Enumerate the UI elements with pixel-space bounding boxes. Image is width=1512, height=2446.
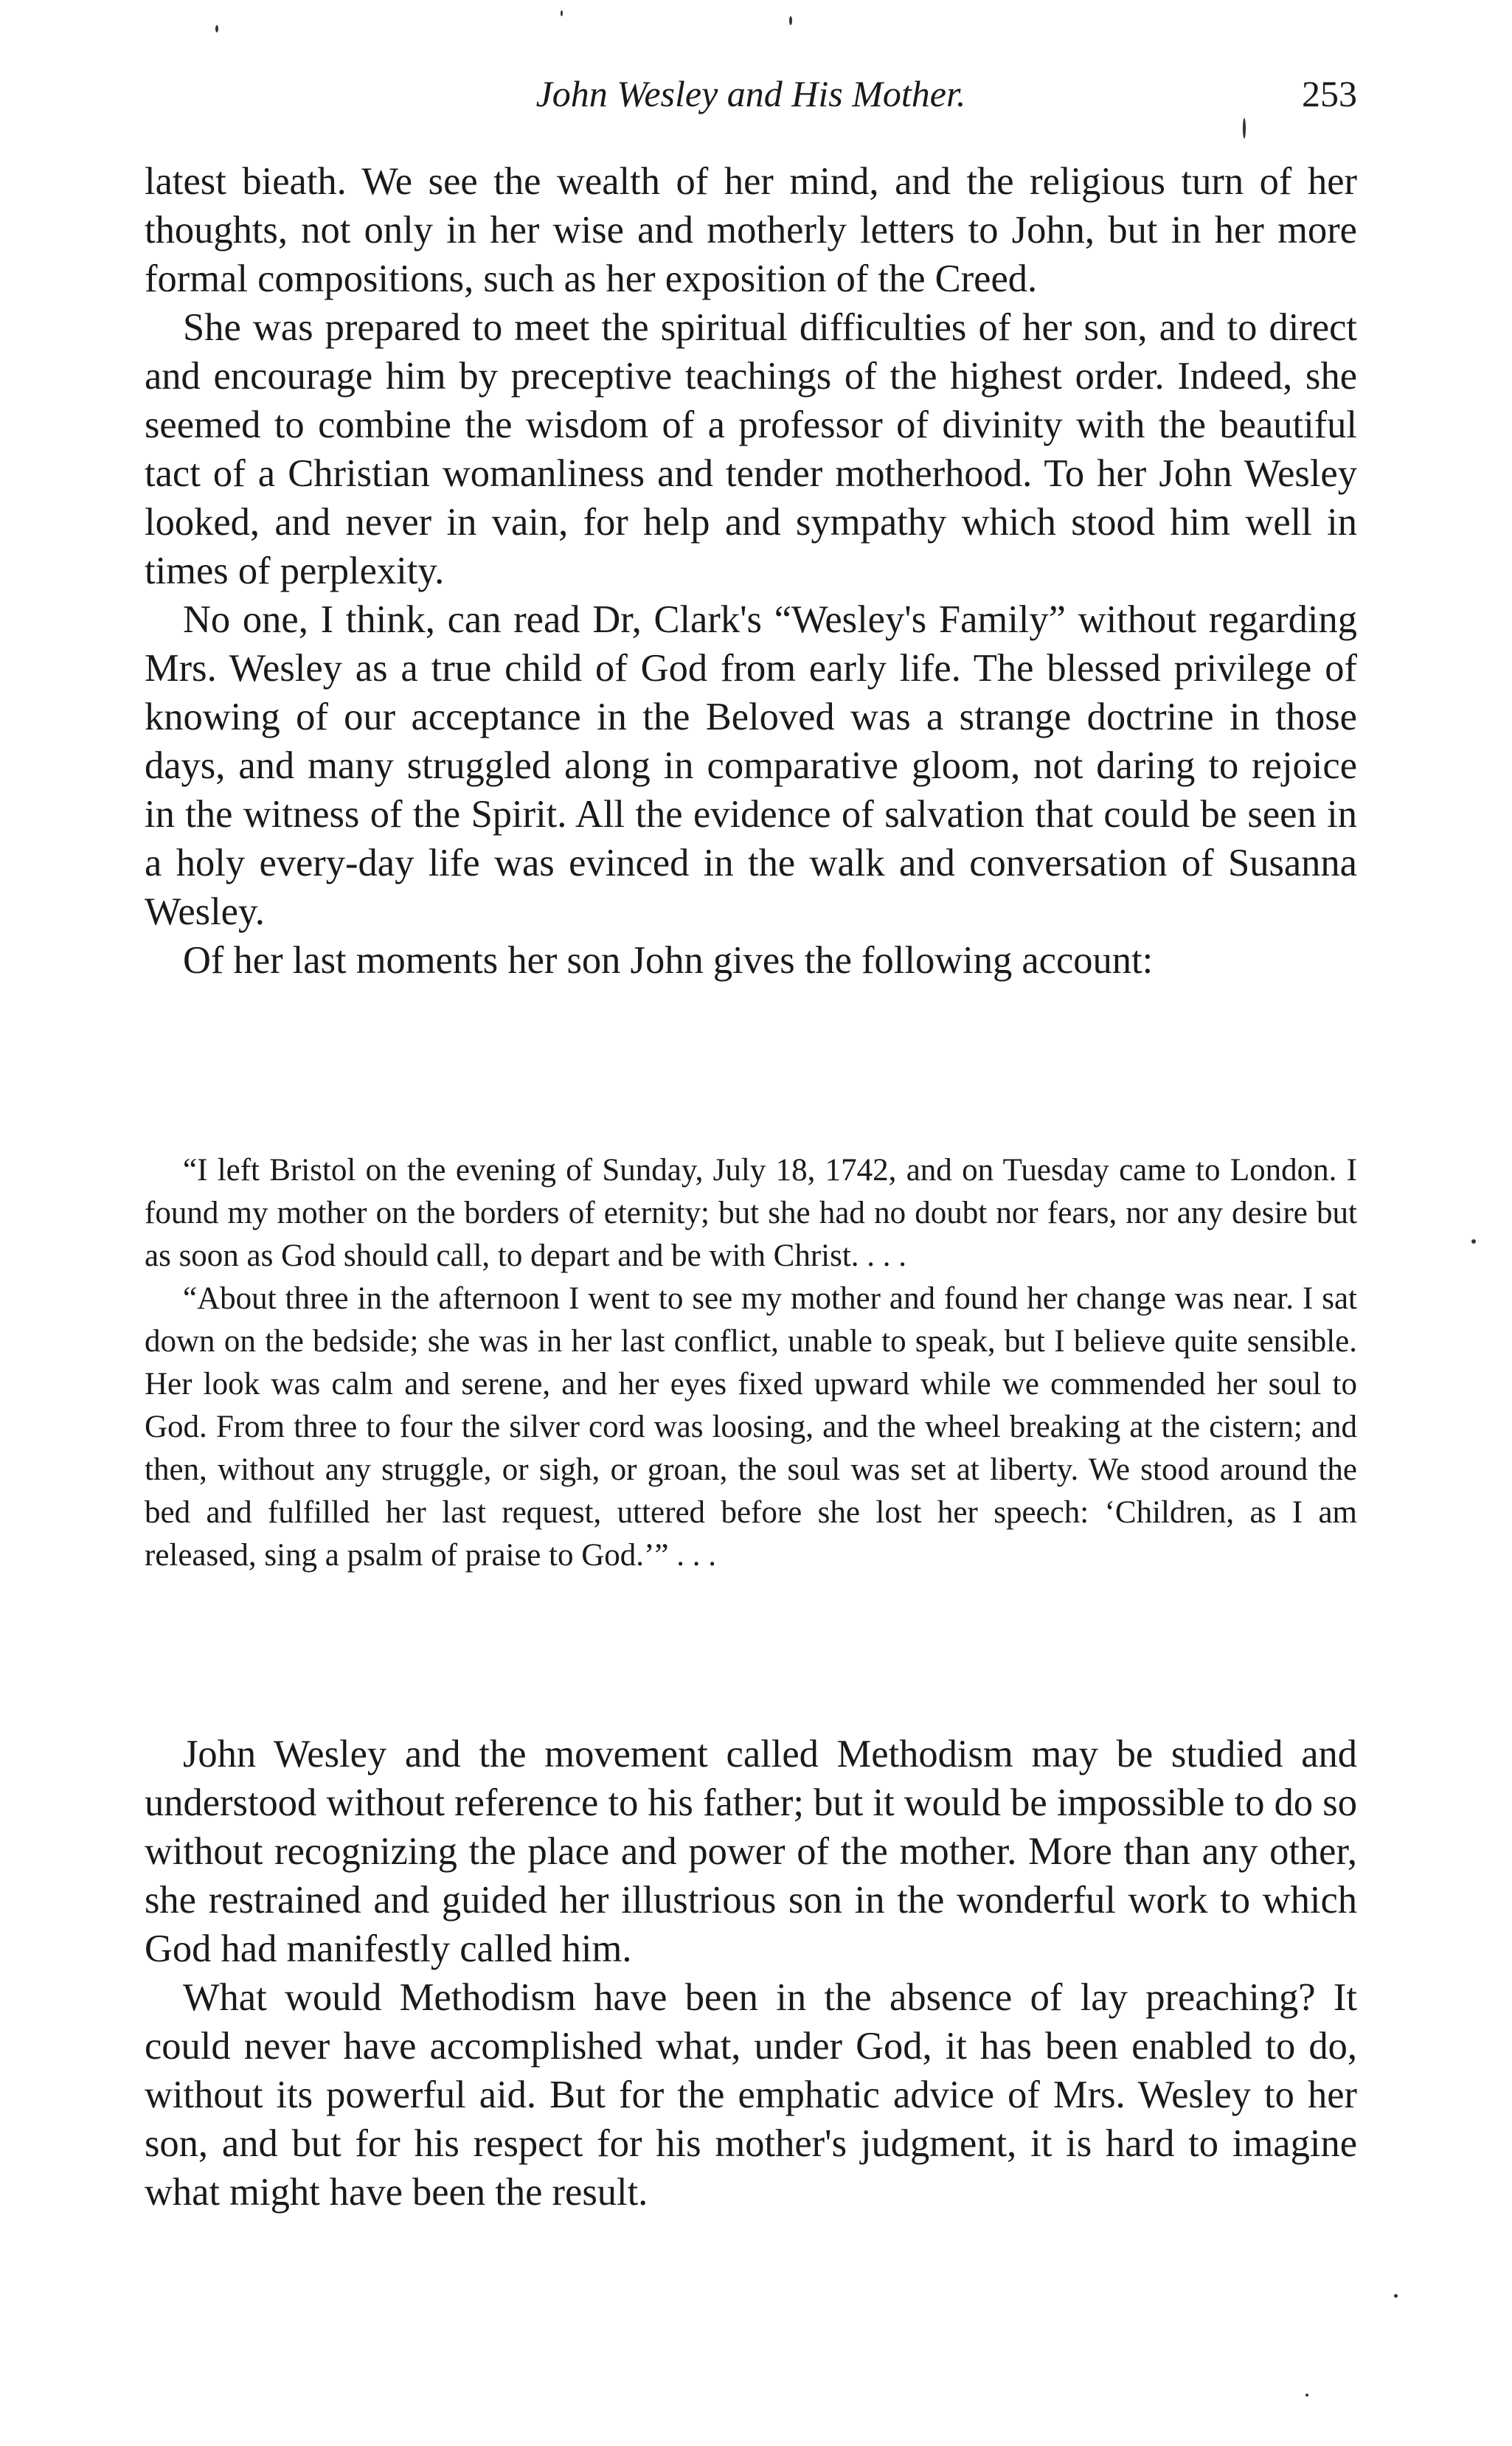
quote-paragraph: “About three in the afternoon I went to see my mother and found her change was near. I sat down on the bedside; she was in her last conflict, unable to speak, but I believe quite sensible. Her look was calm and serene, and her eyes fixed upward while we commended her soul to God. From three to four the silver cord was loosing, and the wheel breaking at the cistern; and then, without any struggle, or sigh, or groan, the soul was set at liberty. We stood around the bed and fulfilled her last request, uttered before she lost her speech: ‘Children, as I am released, sing a psalm of praise to God.’” . . . [145,1281,1357,1573]
quote-paragraph: “I left Bristol on the evening of Sunday, July 18, 1742, and on Tuesday came to London. I found my mother on the borders of eternity; but she had no doubt nor fears, nor any desire but as soon as God should call, to depart and be with Christ. . . . [145,1153,1357,1273]
main-text [145,157,1357,985]
running-title: John Wesley and His Mother. [535,73,966,114]
paragraph-lay-preaching: What would Methodism have been in the absence of lay preaching? It could never have accomplished what, under God, it has been enabled to do, without its powerful aid. But for the emphatic advice of Mrs. Wesley to her son, and but for his respect for his mother's judgment, it is hard to imagine what might have been the result. [145,1976,1357,2214]
quotation-block [145,1149,1357,1577]
paragraph-wesleys-family: No one, I think, can read Dr, Clark's “Wesley's Family” without regarding Mrs. Wesley as a true child of God from early life. The blessed privilege of knowing of our acceptance in the Beloved was a strange doctrine in those days, and many struggled along in comparative gloom, not daring to rejoice in the witness of the Spirit. All the evidence of salvation that could be seen in a holy every-day life was evinced in the walk and conversation of Susanna Wesley. [145,598,1357,933]
page-header [145,72,1357,131]
closing-text [145,1730,1357,2217]
paragraph-last-moments-intro: Of her last moments her son John gives the following account: [183,939,1154,982]
paragraph-methodism-mother: John Wesley and the movement called Methodism may be studied and understood without reference to his father; but it would be impossible to do so without recognizing the place and power of the mother. More than any other, she restrained and guided her illustrious son in the wonderful work to which God had manifestly called him. [145,1733,1357,1970]
paragraph-spiritual-difficulties: She was prepared to meet the spiritual difficulties of her son, and to direct and encourage him by preceptive teachings of the highest order. Indeed, she seemed to combine the wisdom of a professor of divinity with the beautiful tact of a Christian womanliness and tender motherhood. To her John Wesley looked, and never in vain, for help and sympathy which stood him well in times of perplexity. [145,306,1357,592]
paragraph-continuation: latest bieath. We see the wealth of her mind, and the religious turn of her thoughts, not only in her wise and motherly letters to John, but in her more formal compositions, such as her exposition of the Creed. [145,160,1357,300]
page-number: 253 [1302,73,1357,114]
